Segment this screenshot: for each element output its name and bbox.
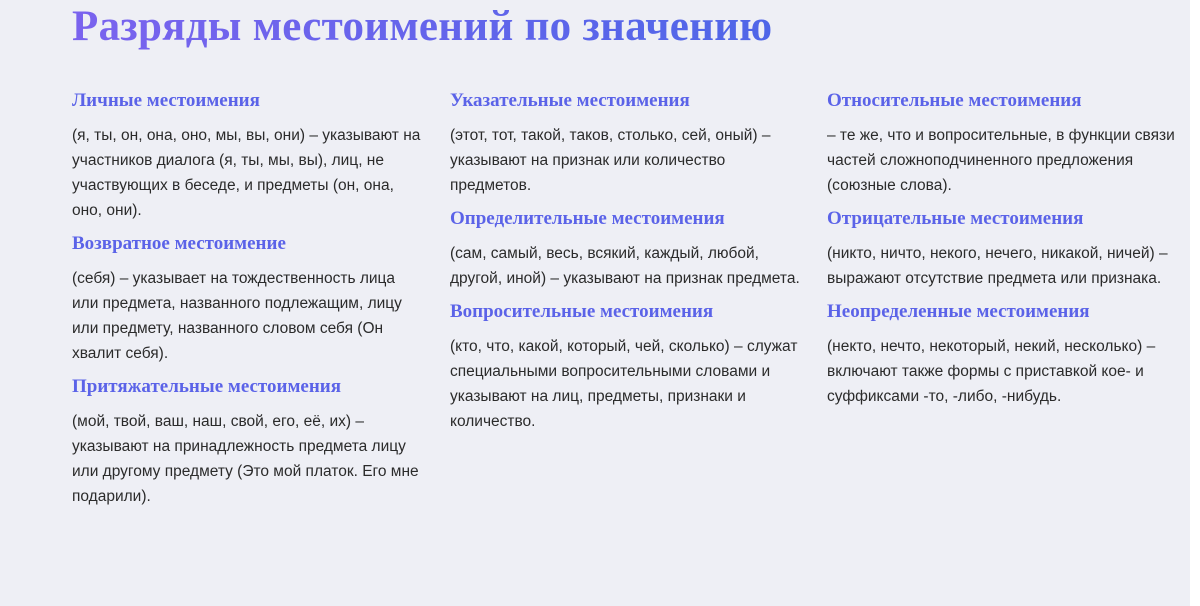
section-heading: Вопросительные местоимения	[450, 301, 714, 322]
section-heading: Отрицательные местоимения	[827, 208, 1084, 229]
section-text: – те же, что и вопросительные, в функции связи частей сложноподчиненного предложения (союзные слова).	[827, 127, 1175, 194]
column-1	[72, 89, 424, 518]
column-2	[450, 89, 802, 443]
section-reflexive	[72, 232, 424, 366]
section-text: (мой, твой, ваш, наш, свой, его, её, их) – указывают на принадлежность предмета лицу или другому предмету (Это мой платок. Его мне подарили).	[72, 413, 419, 505]
section-demonstrative	[450, 89, 802, 198]
section-heading: Указательные местоимения	[450, 90, 690, 111]
section-text: (этот, тот, такой, таков, столько, сей, оный) – указывают на признак или количество предметов.	[450, 127, 771, 194]
section-heading: Возвратное местоимение	[72, 233, 286, 254]
section-negative	[827, 207, 1179, 291]
section-text: (некто, нечто, некоторый, некий, несколько) – включают также формы с приставкой кое- и суффиксами -то, -либо, -нибудь.	[827, 338, 1156, 405]
section-interrogative	[450, 300, 802, 434]
section-heading: Притяжательные местоимения	[72, 376, 341, 397]
column-3	[827, 89, 1179, 418]
page-edge	[1190, 0, 1200, 606]
section-possessive	[72, 375, 424, 509]
section-heading: Относительные местоимения	[827, 90, 1082, 111]
section-text: (себя) – указывает на тождественность лица или предмета, названного подлежащим, лицу или предмету, названного словом себя (Он хвалит себя).	[72, 270, 402, 362]
section-determinative	[450, 207, 802, 291]
section-text: (кто, что, какой, который, чей, сколько) – служат специальными вопросительными словами и указывают на лиц, предметы, признаки и количество.	[450, 338, 798, 430]
section-heading: Определительные местоимения	[450, 208, 725, 229]
section-personal	[72, 89, 424, 223]
section-text: (сам, самый, весь, всякий, каждый, любой, другой, иной) – указывают на признак предмета.	[450, 245, 800, 287]
section-text: (никто, ничто, некого, нечего, никакой, ничей) – выражают отсутствие предмета или признака.	[827, 245, 1168, 287]
section-heading: Неопределенные местоимения	[827, 301, 1090, 322]
section-relative	[827, 89, 1179, 198]
section-indefinite	[827, 300, 1179, 409]
section-heading: Личные местоимения	[72, 90, 260, 111]
page-title: Разряды местоимений по значению	[72, 3, 773, 50]
section-text: (я, ты, он, она, оно, мы, вы, они) – указывают на участников диалога (я, ты, мы, вы), лиц, не участвующих в беседе, и предметы (он, она, оно, они).	[72, 127, 421, 219]
